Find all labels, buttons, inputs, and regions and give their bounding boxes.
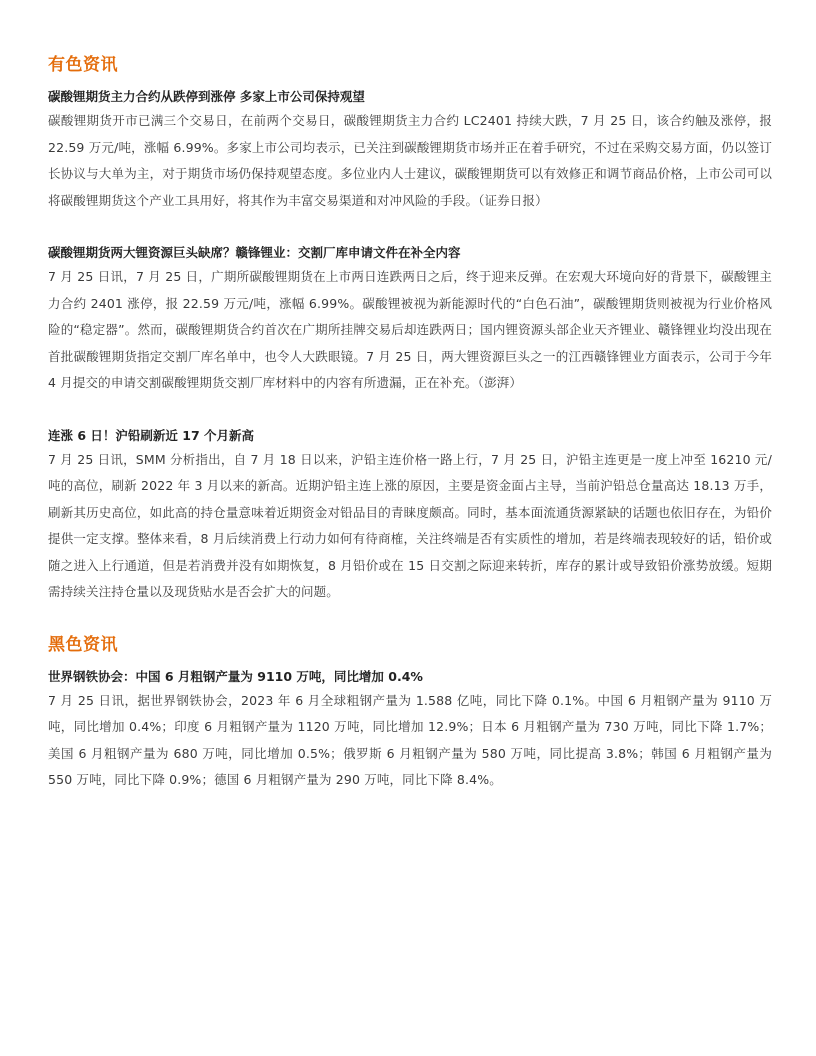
document-page	[48, 52, 772, 794]
article-body: 7 月 25 日讯，据世界钢铁协会，2023 年 6 月全球粗钢产量为 1.588 亿吨，同比下降 0.1%。中国 6 月粗钢产量为 9110 万吨，同比增加 0.4%；印度 6 月粗钢产量为 1120 万吨，同比增加 12.9%；日本 6 月粗钢产量为 730 万吨，同比下降 1.7%；美国 6 月粗钢产量为 680 万吨，同比增加 0.5%；俄罗斯 6 月粗钢产量为 580 万吨，同比提高 3.8%；韩国 6 月粗钢产量为 550 万吨，同比下降 0.9%；德国 6 月粗钢产量为 290 万吨，同比下降 8.4%。	[48, 692, 772, 787]
article-headline: 碳酸锂期货主力合约从跌停到涨停 多家上市公司保持观望	[48, 89, 365, 104]
article-lithium-giants-absent	[48, 242, 772, 397]
article-headline: 世界钢铁协会：中国 6 月粗钢产量为 9110 万吨，同比增加 0.4%	[48, 668, 423, 684]
section-title-ferrous: 黑色资讯	[48, 634, 118, 655]
article-headline: 连涨 6 日！沪铅刷新近 17 个月新高	[48, 427, 255, 443]
article-lithium-futures-limit	[48, 86, 772, 214]
article-world-steel	[48, 666, 772, 794]
article-body: 7 月 25 日讯，SMM 分析指出，自 7 月 18 日以来，沪铅主连价格一路上行，7 月 25 日，沪铅主连更是一度上冲至 16210 元/吨的高位，刷新 2022 年 3 月以来的新高。近期沪铅主连上涨的原因，主要是资金面占主导，当前沪铅总仓量高达 18.13 万手，刷新其历史高位，如此高的持仓量意味着近期资金对铅品目的青睐度颇高。同时，基本面流通货源紧缺的话题也依旧存在，为铅价提供一定支撑。整体来看，8 月后续消费上行动力如何有待商榷，关注终端是否有实质性的增加，若是终端表现较好的话，铅价或随之进入上行通道，但是若消费并没有如期恢复，8 月铅价或在 15 日交割之际迎来转折，库存的累计或导致铅价涨势放缓。短期需持续关注持仓量以及现货贴水是否会扩大的问题。	[48, 451, 772, 599]
article-lead-new-high	[48, 425, 772, 606]
article-headline: 碳酸锂期货两大锂资源巨头缺席？赣锋锂业：交割厂库申请文件在补全内容	[48, 245, 461, 260]
section-title-nonferrous: 有色资讯	[48, 55, 118, 75]
article-body: 7 月 25 日讯，7 月 25 日，广期所碳酸锂期货在上市两日连跌两日之后，终于迎来反弹。在宏观大环境向好的背景下，碳酸锂主力合约 2401 涨停，报 22.59 万元/吨，涨幅 6.99%。碳酸锂被视为新能源时代的“白色石油”，碳酸锂期货则被视为行业价格风险的“稳定器”。然而，碳酸锂期货合约首次在广期所挂牌交易后却连跌两日；国内锂资源头部企业天齐锂业、赣锋锂业均没出现在首批碳酸锂期货指定交割厂库名单中，也令人大跌眼镜。7 月 25 日，两大锂资源巨头之一的江西赣锋锂业方面表示，公司于今年 4 月提交的申请交割碳酸锂期货交割厂库材料中的内容有所遗漏，正在补充。（澎湃）	[48, 269, 772, 390]
article-body: 碳酸锂期货开市已满三个交易日，在前两个交易日，碳酸锂期货主力合约 LC2401 持续大跌，7 月 25 日，该合约触及涨停，报 22.59 万元/吨，涨幅 6.99%。多家上市公司均表示，已关注到碳酸锂期货市场并正在着手研究，不过在采购交易方面，仍以签订长协议与大单为主，对于期货市场仍保持观望态度。多位业内人士建议，碳酸锂期货可以有效修正和调节商品价格，上市公司可以将碳酸锂期货这个产业工具用好，将其作为丰富交易渠道和对冲风险的手段。（证券日报）	[48, 113, 772, 208]
